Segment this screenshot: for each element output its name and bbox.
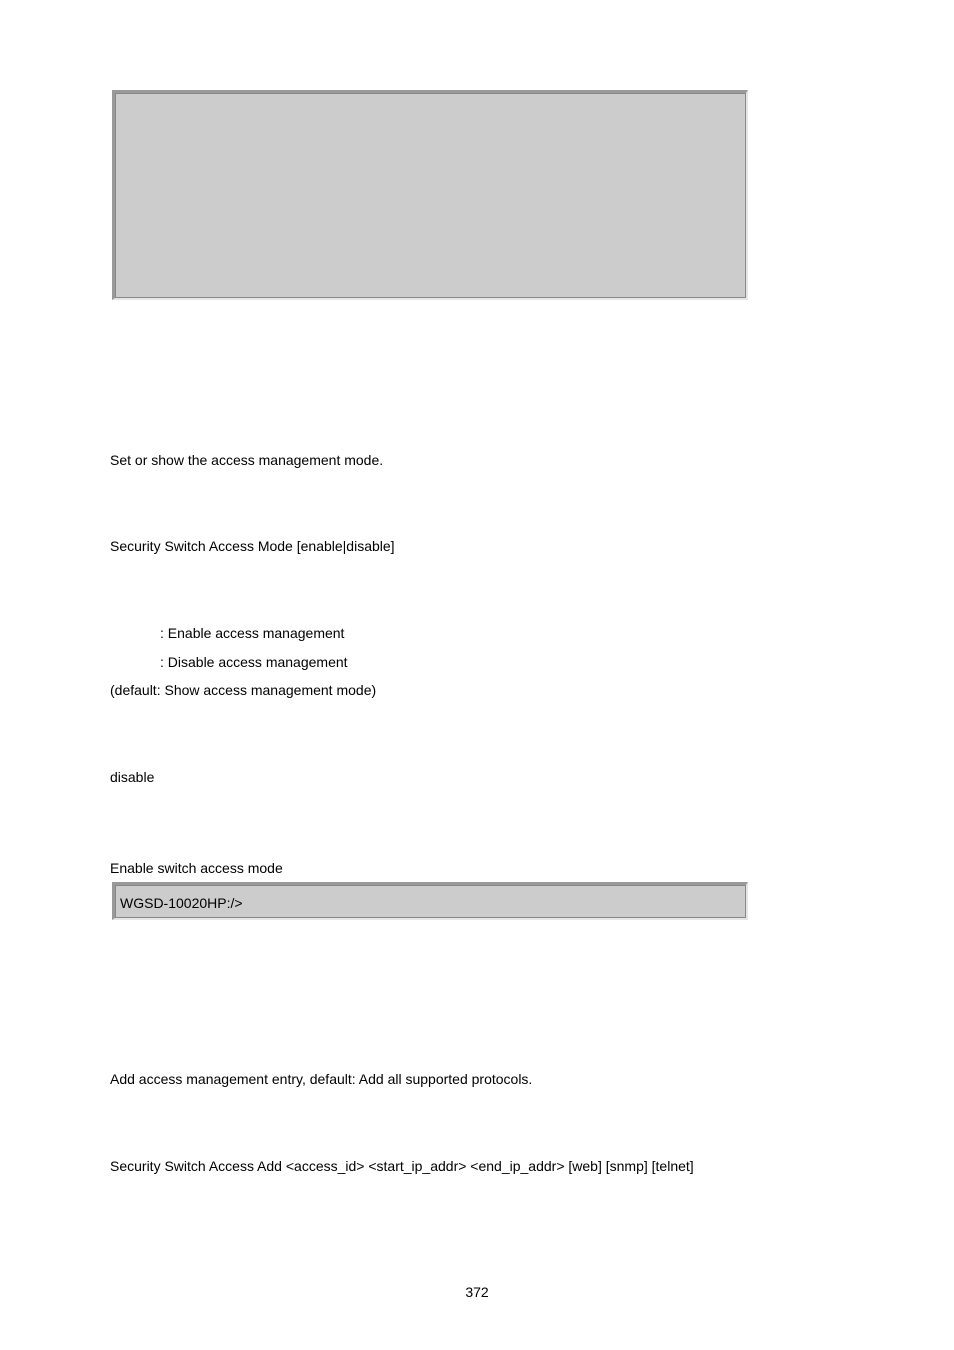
add-description: Add access management entry, default: Add all supported protocols. [110, 1071, 533, 1087]
console-prompt: WGSD-10020HP:/> [120, 895, 243, 911]
param-enable: : Enable access management [160, 625, 345, 641]
example-label: Enable switch access mode [110, 860, 283, 876]
console-output-box [112, 90, 748, 300]
mode-syntax: Security Switch Access Mode [enable|disable] [110, 538, 395, 554]
default-value: disable [110, 769, 155, 785]
param-disable: : Disable access management [160, 654, 348, 670]
param-default: (default: Show access management mode) [110, 682, 377, 698]
example-console-box [112, 882, 748, 920]
add-syntax: Security Switch Access Add <access_id> <start_ip_addr> <end_ip_addr> [web] [snmp] [telnet] [110, 1158, 694, 1174]
page-number: 372 [465, 1284, 489, 1300]
mode-description: Set or show the access management mode. [110, 452, 384, 468]
